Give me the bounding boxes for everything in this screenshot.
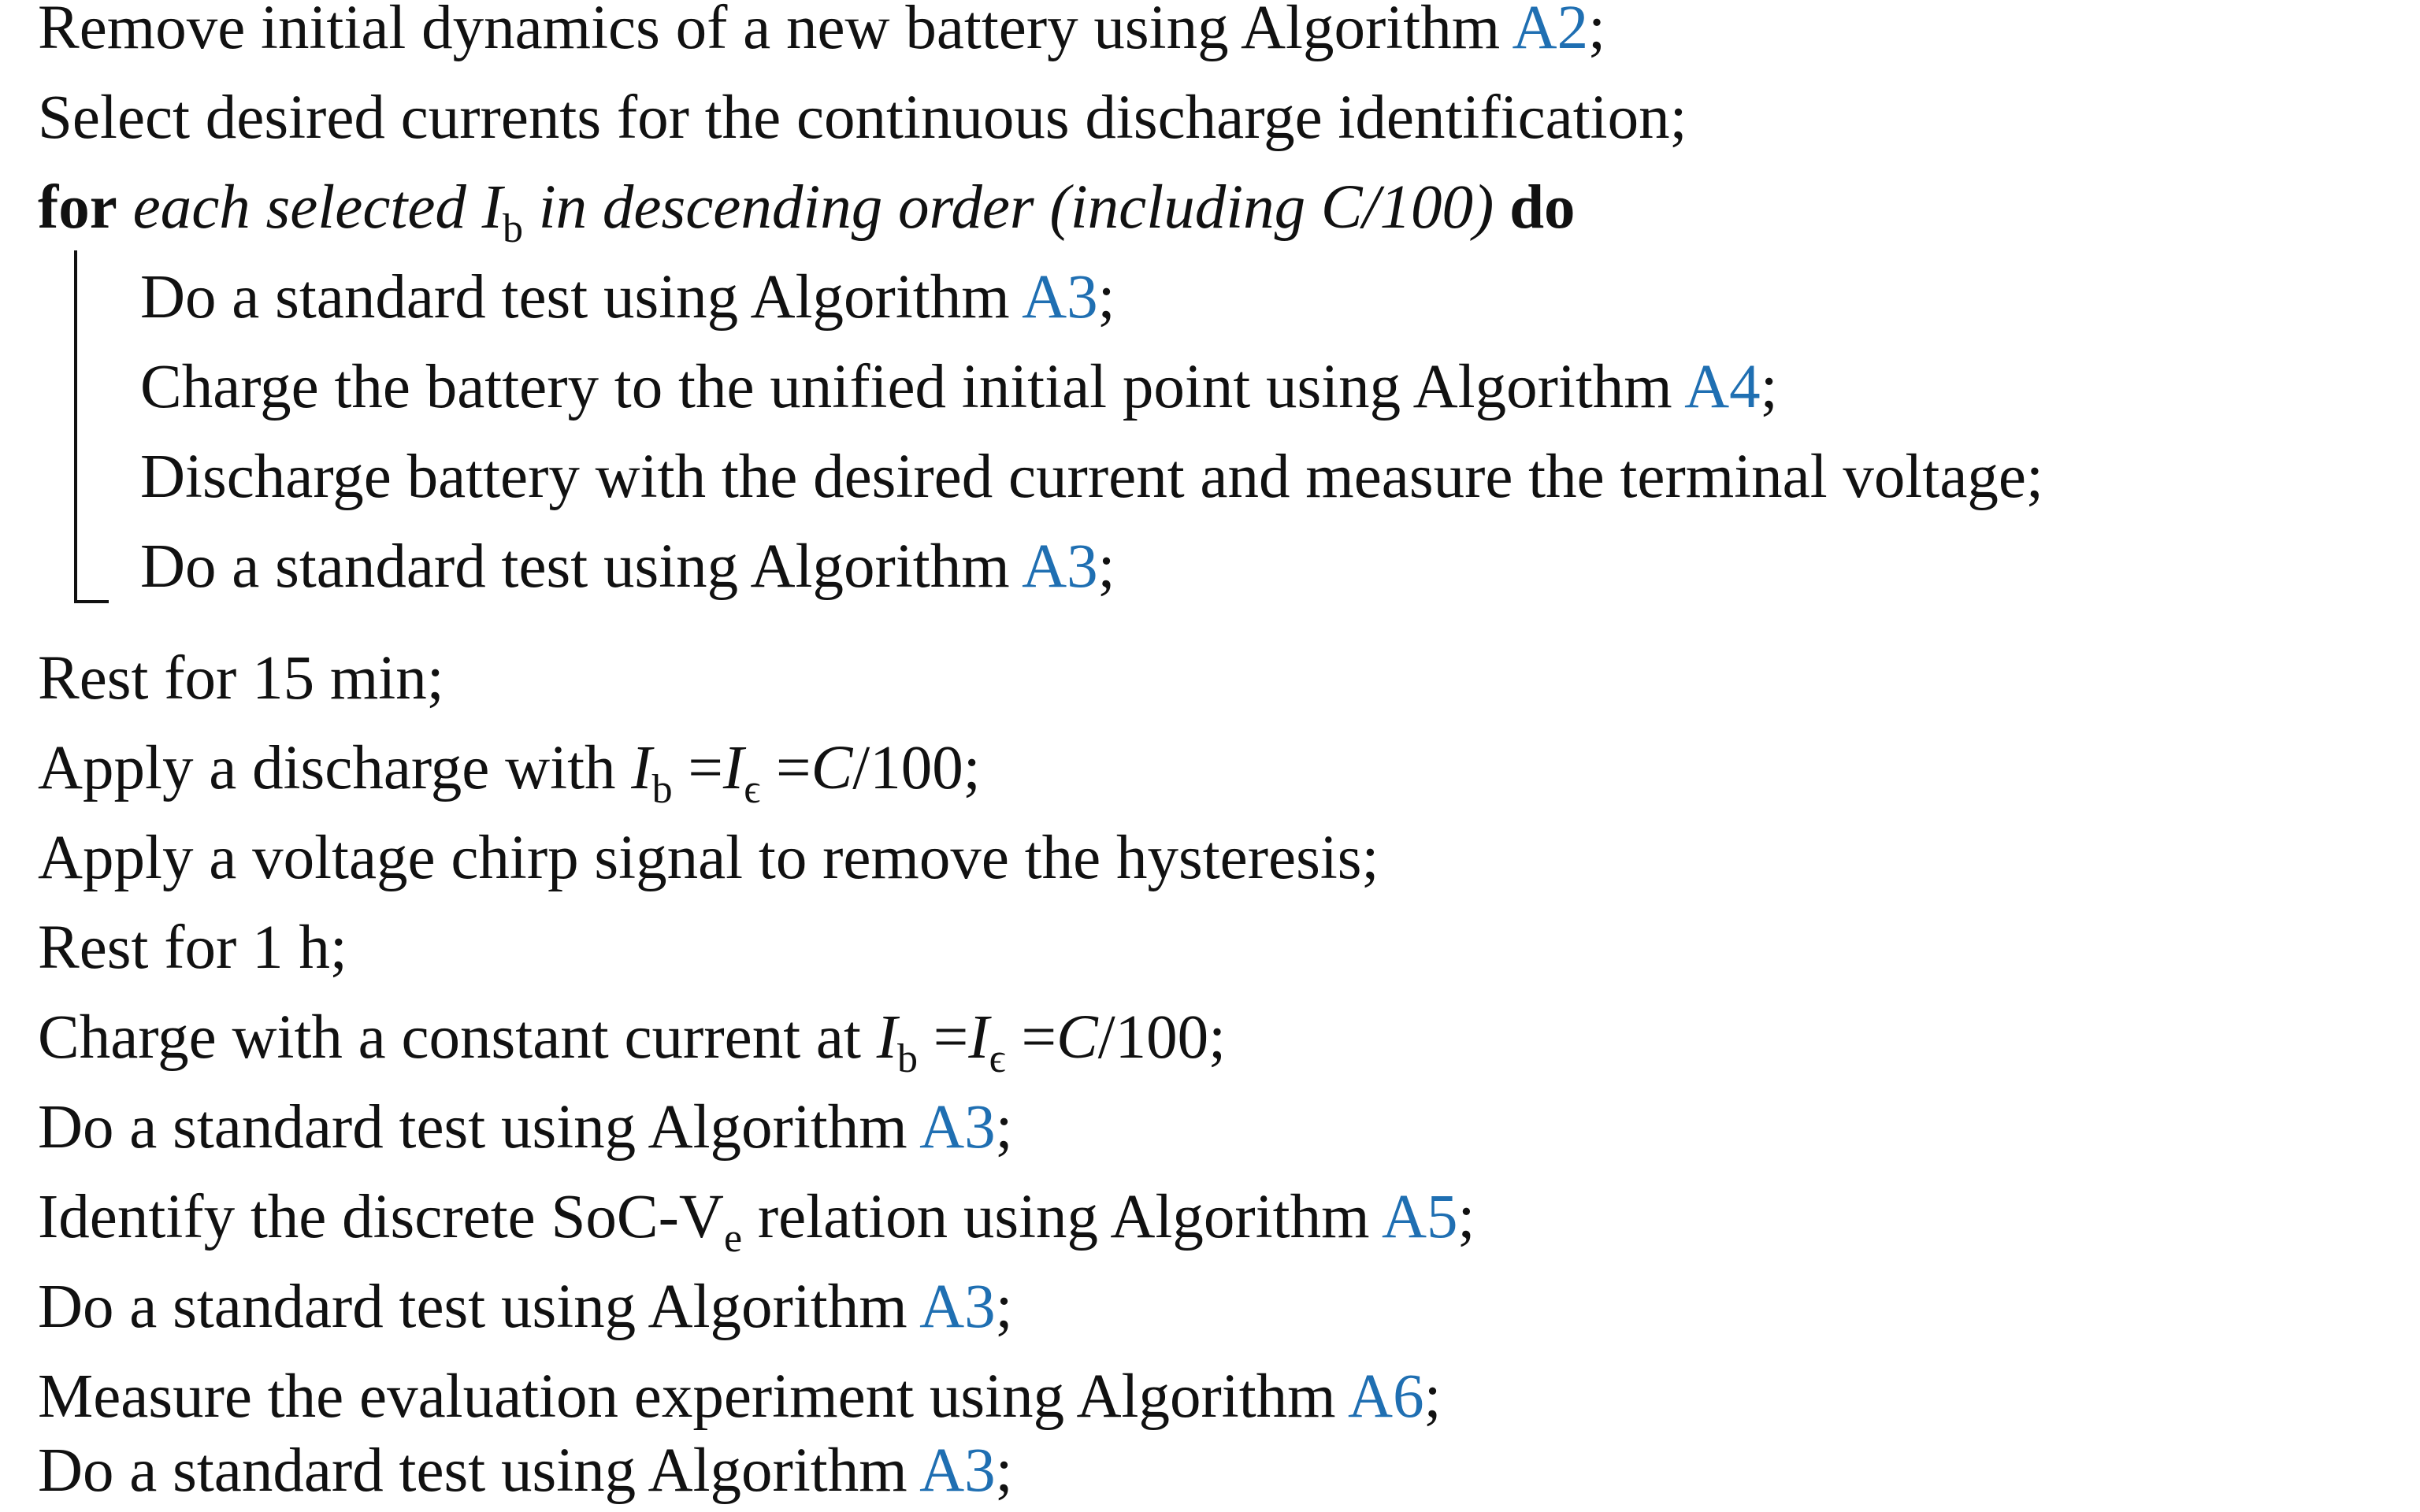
loop-step-standard-test xyxy=(140,258,1115,337)
math-variable: I xyxy=(968,1003,989,1072)
step-text: Do a standard test using Algorithm xyxy=(140,532,1023,601)
step-standard-test xyxy=(38,1432,1013,1510)
loop-step-standard-test xyxy=(140,528,1115,606)
step-text: Discharge battery with the desired current and measure the terminal voltage; xyxy=(140,443,2043,511)
math-variable: I xyxy=(631,734,652,802)
step-rest-1-h xyxy=(38,909,347,988)
step-text: Measure the evaluation experiment using Algorithm xyxy=(38,1362,1349,1431)
step-remove-dynamics xyxy=(38,0,1605,68)
math-equals: = xyxy=(672,734,723,802)
step-identify-soc-relation xyxy=(38,1178,1475,1261)
math-variable: I xyxy=(722,734,744,802)
step-text: Rest for 15 min; xyxy=(38,644,444,713)
step-punctuation: ; xyxy=(1760,353,1778,421)
step-punctuation: ; xyxy=(1097,263,1115,332)
math-variable: C xyxy=(1056,1003,1098,1072)
step-punctuation: ; xyxy=(995,1273,1013,1341)
loop-condition: each selected xyxy=(132,173,482,242)
step-text: Do a standard test using Algorithm xyxy=(38,1093,920,1162)
math-subscript: ϵ xyxy=(744,767,761,812)
algorithm-reference-link[interactable]: A3 xyxy=(919,1093,996,1162)
step-standard-test xyxy=(38,1088,1013,1167)
step-text: Apply a discharge with xyxy=(38,734,632,802)
step-punctuation: ; xyxy=(1097,532,1115,601)
step-text: Do a standard test using Algorithm xyxy=(38,1436,920,1505)
algorithm-reference-link[interactable]: A5 xyxy=(1381,1183,1458,1251)
step-text: Remove initial dynamics of a new battery using Algorithm xyxy=(38,0,1512,62)
step-text: /100; xyxy=(1097,1003,1227,1072)
step-select-currents xyxy=(38,79,1687,158)
step-text: Identify the discrete SoC-V xyxy=(38,1183,724,1251)
math-subscript: e xyxy=(723,1216,743,1261)
step-punctuation: ; xyxy=(995,1436,1013,1505)
math-subscript: ϵ xyxy=(989,1036,1006,1081)
step-text: relation using Algorithm xyxy=(742,1183,1382,1251)
math-equals: = xyxy=(1005,1003,1056,1072)
step-text: Charge the battery to the unified initial point using Algorithm xyxy=(140,353,1685,421)
step-text: Do a standard test using Algorithm xyxy=(38,1273,920,1341)
loop-scope-end xyxy=(74,600,109,603)
loop-scope-bar xyxy=(74,250,77,603)
step-punctuation: ; xyxy=(1457,1183,1475,1251)
step-text: Rest for 1 h; xyxy=(38,914,347,982)
math-equals: = xyxy=(760,734,811,802)
algorithm-reference-link[interactable]: A3 xyxy=(1022,263,1098,332)
math-subscript: b xyxy=(897,1036,918,1081)
step-text: Select desired currents for the continuous discharge identification; xyxy=(38,83,1687,152)
step-evaluation-experiment xyxy=(38,1358,1442,1436)
step-punctuation: ; xyxy=(995,1093,1013,1162)
step-apply-discharge xyxy=(38,729,981,812)
step-rest-15-min xyxy=(38,639,444,718)
step-punctuation: ; xyxy=(1423,1362,1442,1431)
keyword-for: for xyxy=(38,173,117,242)
math-variable: C xyxy=(811,734,853,802)
math-subscript: b xyxy=(502,206,523,251)
for-loop-header xyxy=(38,169,1576,251)
math-subscript: b xyxy=(651,767,673,812)
step-text: /100; xyxy=(852,734,981,802)
step-punctuation: ; xyxy=(1588,0,1606,62)
step-text: Apply a voltage chirp signal to remove the hysteresis; xyxy=(38,824,1379,892)
algorithm-reference-link[interactable]: A6 xyxy=(1348,1362,1424,1431)
algorithm-reference-link[interactable]: A3 xyxy=(919,1436,996,1505)
step-voltage-chirp xyxy=(38,819,1379,898)
step-charge-constant-current xyxy=(38,999,1227,1081)
algorithm-reference-link[interactable]: A3 xyxy=(919,1273,996,1341)
keyword-do: do xyxy=(1509,173,1576,242)
algorithm-reference-link[interactable]: A3 xyxy=(1022,532,1098,601)
math-variable: I xyxy=(481,173,503,242)
step-text: Do a standard test using Algorithm xyxy=(140,263,1023,332)
loop-step-charge-initial-point xyxy=(140,348,1778,427)
loop-condition: in descending order (including C/100) xyxy=(522,173,1494,242)
math-equals: = xyxy=(918,1003,969,1072)
math-variable: I xyxy=(876,1003,897,1072)
algorithm-reference-link[interactable]: A2 xyxy=(1512,0,1589,62)
step-standard-test xyxy=(38,1268,1013,1347)
algorithm-reference-link[interactable]: A4 xyxy=(1684,353,1761,421)
step-text: Charge with a constant current at xyxy=(38,1003,877,1072)
loop-step-discharge-measure xyxy=(140,438,2043,517)
